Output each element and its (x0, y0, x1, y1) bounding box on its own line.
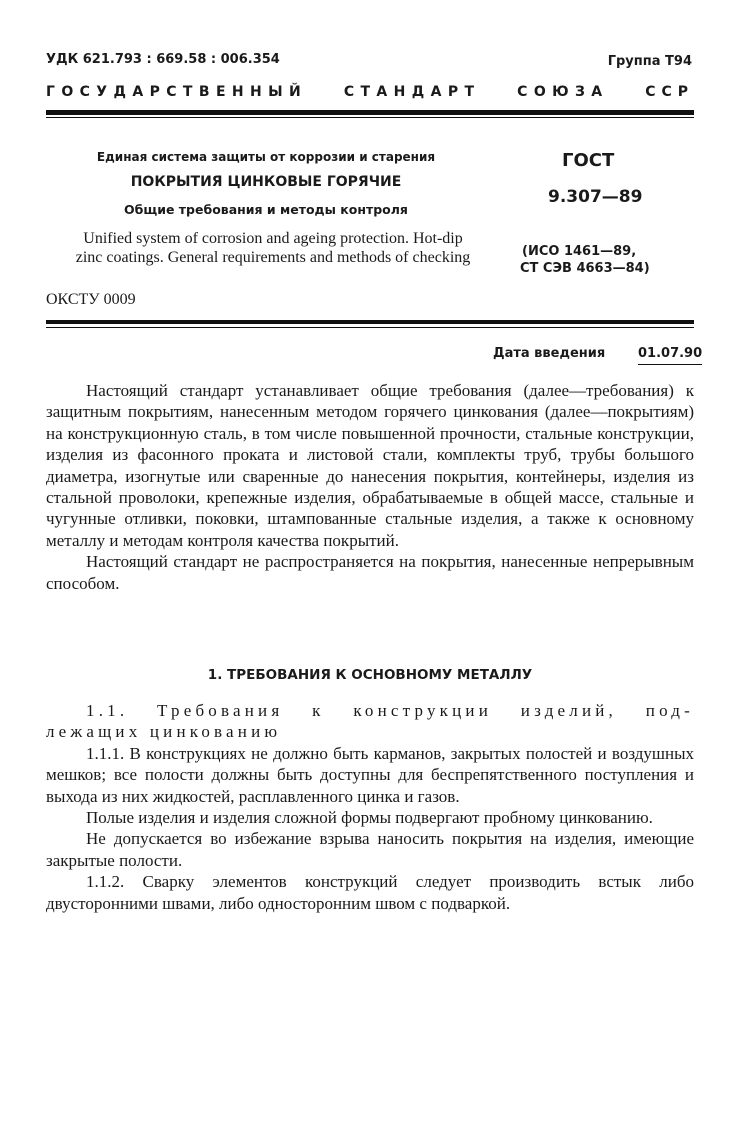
clause-paragraph: 1.1.1. В конструкциях не должно быть карманов, закрытых полостей и воздушных мешков; все полости должны быть доступны для беспрепятственного поступления и выхода из них жидкостей, расплавленного цинка и газов. (46, 743, 694, 806)
iso-reference-line: (ИСО 1461—89, (522, 244, 637, 259)
english-title: Unified system of corrosion and ageing protection. Hot-dip zinc coatings. General requirements and methods of checking (75, 230, 471, 266)
clause-paragraph: Полые изделия и изделия сложной формы подвергают пробному цинкованию. (86, 808, 653, 828)
effective-date-value: 01.07.90 (638, 346, 702, 365)
title-rule-thin (46, 327, 694, 328)
section-text (46, 700, 694, 914)
system-title: Единая система защиты от коррозии и старения (96, 150, 436, 164)
document-subtitle: Общие требования и методы контроля (124, 202, 408, 217)
header-rule-thin (46, 117, 694, 118)
state-standard-banner (46, 84, 694, 100)
okstu-code: ОКСТУ 0009 (46, 291, 136, 308)
clause-heading: 1.1. Требования к конструкции изделий, под- (86, 701, 694, 720)
header-rule-thick (46, 110, 694, 115)
intro-text (46, 380, 694, 594)
effective-date-label: Дата введения (493, 346, 606, 361)
gost-number: 9.307—89 (548, 187, 643, 207)
iso-reference (520, 243, 684, 277)
banner-word: ССР (645, 84, 694, 100)
section-heading: 1. ТРЕБОВАНИЯ К ОСНОВНОМУ МЕТАЛЛУ (207, 667, 533, 683)
title-rule-thick (46, 320, 694, 324)
title-block (46, 150, 486, 267)
intro-paragraph: Настоящий стандарт устанавливает общие требования (далее—требования) к защитным покрытиям, нанесенным методом горячего цинкования (далее—покрытиям) на конструкционную сталь, в том числе повышенной прочности, стальные конструкции, изделия из фасонного проката и листовой стали, комплекты труб, трубы большого диаметра, изогнутые или сваренные до нанесения покрытия, контейнеры, изделия из стальной проволоки, крепежные изделия, обрабатываемые в общей массе, стальные и чугунные отливки, поковки, штампованные стальные изделия, а также к основному металлу и методам контроля качества покрытий. (46, 381, 694, 550)
gost-label: ГОСТ (562, 150, 615, 171)
iso-reference-line: СТ СЭВ 4663—84) (520, 261, 650, 276)
clause-paragraph: Не допускается во избежание взрыва наносить покрытия на изделия, имеющие закрытые полости. (46, 829, 694, 870)
group-code: Группа Т94 (607, 54, 692, 69)
banner-word: СТАНДАРТ (343, 84, 481, 100)
clause-paragraph: 1.1.2. Сварку элементов конструкций следует производить встык либо двусторонними швами, либо односторонним швом с подваркой. (46, 872, 694, 913)
udk-code: УДК 621.793 : 669.58 : 006.354 (46, 52, 280, 67)
clause-heading: лежащих цинкованию (46, 722, 282, 742)
document-title: ПОКРЫТИЯ ЦИНКОВЫЕ ГОРЯЧИЕ (130, 174, 402, 190)
banner-word: ГОСУДАРСТВЕННЫЙ (46, 84, 308, 100)
banner-word: СОЮЗА (517, 84, 609, 100)
intro-paragraph: Настоящий стандарт не распространяется на покрытия, нанесенные непрерывным способом. (46, 552, 694, 593)
